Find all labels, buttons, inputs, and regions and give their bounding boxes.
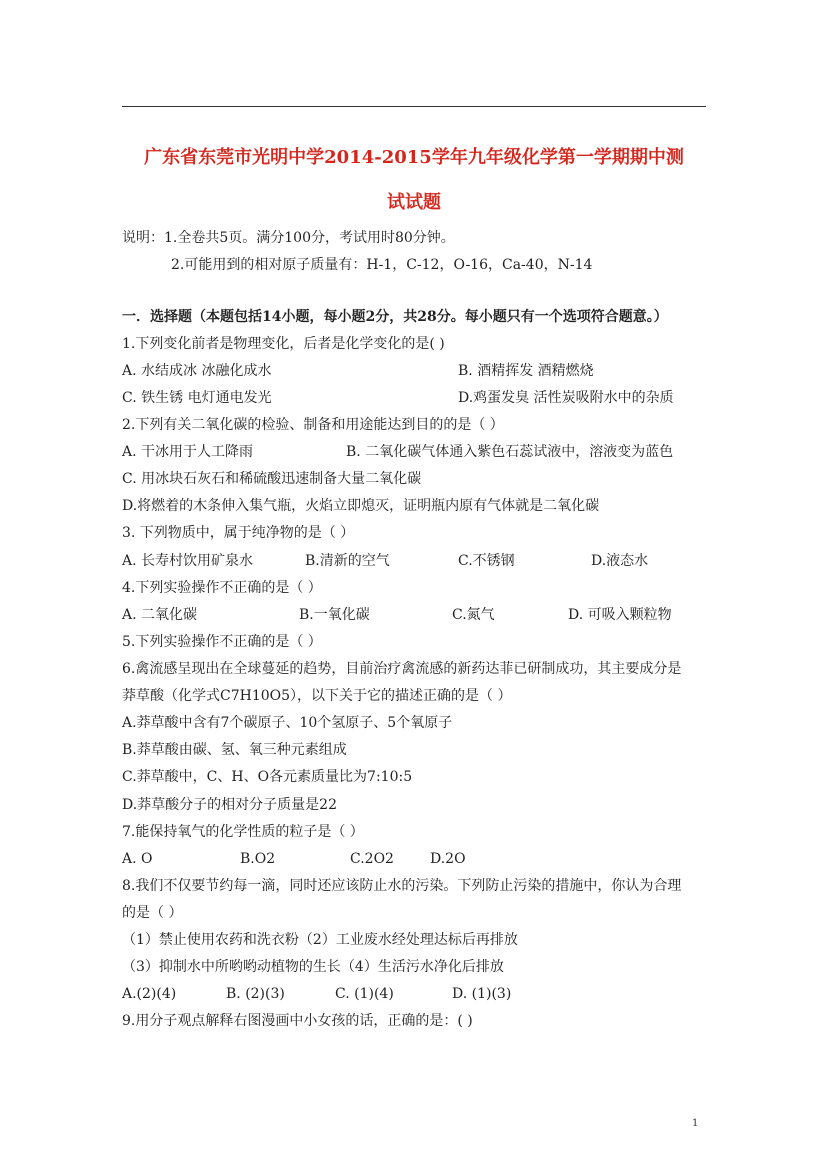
note-2: 2.可能用到的相对原子质量有：H-1，C-12，O-16，Ca-40，N-14 bbox=[171, 257, 593, 273]
q8-statement-1: （1）禁止使用农药和洗衣粉（2）工业废水经处理达标后再排放 bbox=[122, 932, 518, 948]
q7-option-a: A. O bbox=[122, 851, 153, 867]
q6-stem-line2: 莽草酸（化学式C7H10O5），以下关于它的描述正确的是（ ） bbox=[122, 688, 512, 704]
q8-option-c: C. (1)(4) bbox=[335, 986, 394, 1002]
q8-stem-line2: 的是（ ） bbox=[122, 905, 183, 921]
q5-stem: 5.下列实验操作不正确的是（ ） bbox=[122, 634, 322, 650]
q2-option-d: D.将燃着的木条伸入集气瓶，火焰立即熄灭，证明瓶内原有气体就是二氧化碳 bbox=[122, 498, 600, 514]
q7-option-d: D.2O bbox=[430, 851, 466, 867]
q7-option-c: C.2O2 bbox=[350, 851, 394, 867]
doc-title-line2: 试试题 bbox=[387, 192, 441, 213]
q3-stem: 3. 下列物质中，属于纯净物的是（ ） bbox=[122, 525, 355, 541]
q4-option-c: C.氮气 bbox=[452, 607, 495, 623]
q6-option-d: D.莽草酸分子的相对分子质量是22 bbox=[122, 797, 337, 813]
doc-title-line1: 广东省东莞市光明中学2014-2015学年九年级化学第一学期期中测 bbox=[144, 147, 684, 168]
note-1: 说明：1.全卷共5页。满分100分，考试用时80分钟。 bbox=[122, 230, 455, 246]
q7-option-b: B.O2 bbox=[240, 851, 276, 867]
q2-option-a: A. 干冰用于人工降雨 bbox=[122, 444, 254, 460]
q2-option-c: C. 用冰块石灰石和稀硫酸迅速制备大量二氧化碳 bbox=[122, 471, 422, 487]
q8-option-d: D. (1)(3) bbox=[452, 986, 512, 1002]
q3-option-a: A. 长寿村饮用矿泉水 bbox=[122, 553, 254, 569]
q8-option-a: A.(2)(4) bbox=[122, 986, 177, 1002]
q4-option-d: D. 可吸入颗粒物 bbox=[568, 607, 672, 623]
q7-stem: 7.能保持氧气的化学性质的粒子是（ ） bbox=[122, 824, 364, 840]
q6-stem-line1: 6.禽流感呈现出在全球蔓延的趋势，目前治疗禽流感的新药达菲已研制成功，其主要成分是 bbox=[122, 661, 682, 677]
q1-option-d: D.鸡蛋发臭 活性炭吸附水中的杂质 bbox=[458, 390, 674, 406]
q1-stem: 1.下列变化前者是物理变化，后者是化学变化的是( ) bbox=[122, 336, 445, 352]
q6-option-b: B.莽草酸由碳、氢、氧三种元素组成 bbox=[122, 742, 347, 758]
q3-option-c: C.不锈钢 bbox=[458, 553, 515, 569]
q1-option-a: A. 水结成冰 冰融化成水 bbox=[122, 363, 272, 379]
page-number: 1 bbox=[692, 1118, 699, 1129]
q4-option-a: A. 二氧化碳 bbox=[122, 607, 198, 623]
q9-stem: 9.用分子观点解释右图漫画中小女孩的话，正确的是：( ) bbox=[122, 1013, 473, 1029]
q3-option-b: B.清新的空气 bbox=[305, 553, 390, 569]
q6-option-c: C.莽草酸中，C、H、O各元素质量比为7:10:5 bbox=[122, 769, 413, 785]
q1-option-c: C. 铁生锈 电灯通电发光 bbox=[122, 390, 272, 406]
q4-option-b: B.一氧化碳 bbox=[299, 607, 370, 623]
q1-option-b: B. 酒精挥发 酒精燃烧 bbox=[458, 363, 594, 379]
q2-stem: 2.下列有关二氧化碳的检验、制备和用途能达到目的的是（ ） bbox=[122, 417, 504, 433]
section-heading: 一．选择题（本题包括14小题，每小题2分，共28分。每小题只有一个选项符合题意。） bbox=[122, 309, 668, 325]
q3-option-d: D.液态水 bbox=[591, 553, 649, 569]
q2-option-b: B. 二氧化碳气体通入紫色石蕊试液中，溶液变为蓝色 bbox=[346, 444, 674, 460]
header-rule bbox=[122, 106, 706, 107]
q8-stem-line1: 8.我们不仅要节约每一滴，同时还应该防止水的污染。下列防止污染的措施中，你认为合理 bbox=[122, 878, 682, 894]
q4-stem: 4.下列实验操作不正确的是（ ） bbox=[122, 580, 322, 596]
q8-statement-2: （3）抑制水中所哟哟动植物的生长（4）生活污水净化后排放 bbox=[122, 959, 504, 975]
q8-option-b: B. (2)(3) bbox=[226, 986, 285, 1002]
q6-option-a: A.莽草酸中含有7个碳原子、10个氢原子、5个氧原子 bbox=[122, 715, 453, 731]
